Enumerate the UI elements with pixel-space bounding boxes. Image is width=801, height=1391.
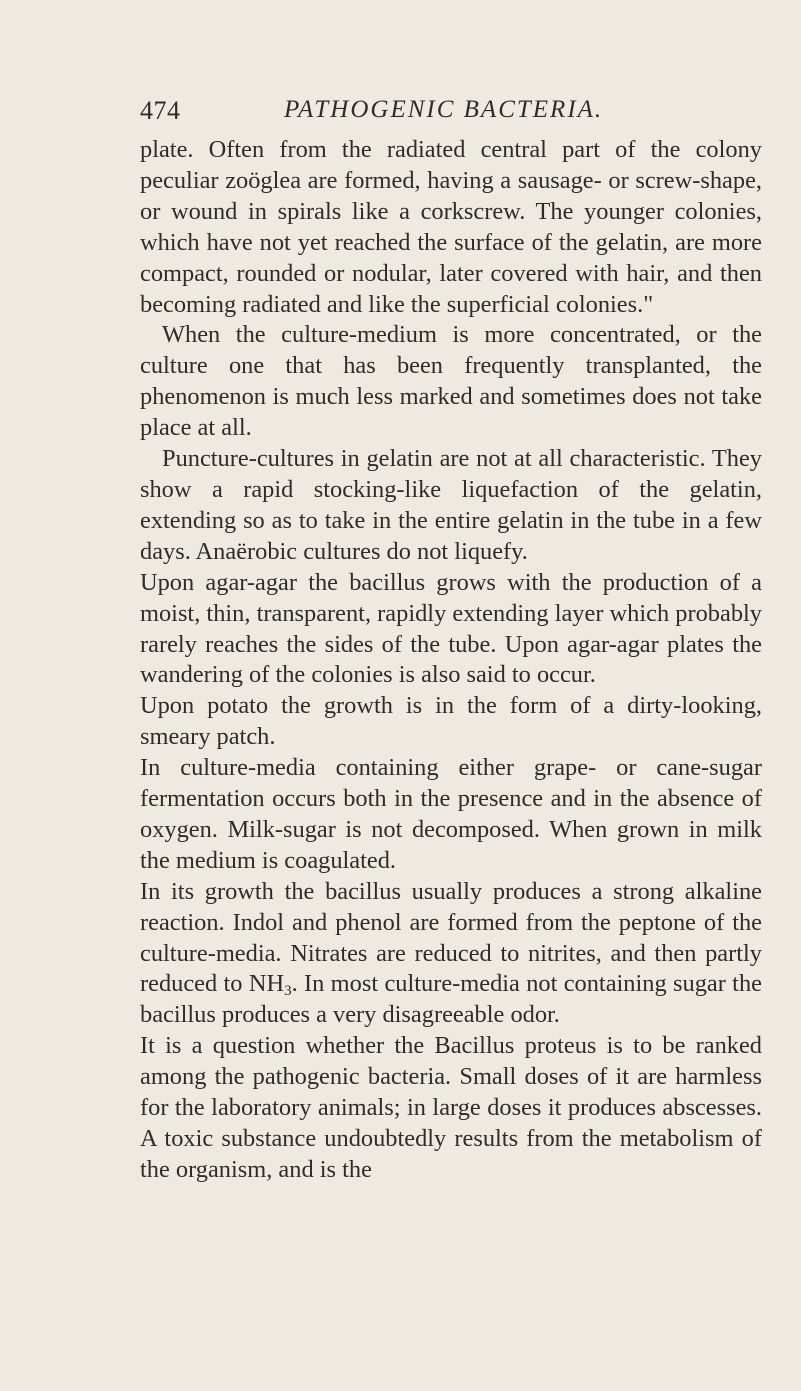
paragraph: When the culture-medium is more concentrated, or the culture one that has been frequently transplanted, the phenomenon is much less marked and sometimes does not take place at all. bbox=[140, 321, 762, 442]
body-text bbox=[140, 135, 762, 1186]
chemical-formula bbox=[248, 970, 292, 1000]
paragraph: Upon potato the growth is in the form of a dirty-looking, smeary patch. bbox=[140, 692, 762, 751]
formula-base: NH bbox=[248, 970, 285, 998]
page-number: 474 bbox=[140, 96, 181, 125]
paragraph: plate. Often from the radiated central part of the colony peculiar zoöglea are formed, having a sausage- or screw-shape, or wound in spirals like a corkscrew. The younger colonies, which have not yet reached the surface of the gelatin, are more compact, rounded or nodular, later covered with hair, and then becoming radiated and like the superficial colonies." bbox=[140, 136, 762, 318]
paragraph-text: In its growth the bacillus usually produces a strong alkaline reaction. Indol and phenol are formed from the peptone of the culture-media. Nitrates are reduced to nitrites, and then partly reduced to bbox=[140, 877, 762, 998]
paragraph: It is a question whether the Bacillus proteus is to be ranked among the pathogenic bacteria. Small doses of it are harmless for the laboratory animals; in large doses it produces abscesses. A toxic substance undoubtedly results from the metabolism of the organism, and is the bbox=[140, 1032, 762, 1183]
paragraph bbox=[140, 877, 762, 1032]
paragraph: In culture-media containing either grape- or cane-sugar fermentation occurs both in the presence and in the absence of oxygen. Milk-sugar is not decomposed. When grown in milk the medium is coagulated. bbox=[140, 754, 762, 874]
paragraph-text: . In most culture-media not containing sugar the bacillus produces a very disagreeable odor. bbox=[140, 970, 762, 1029]
formula-subscript: 3 bbox=[284, 983, 292, 1000]
paragraph: Upon agar-agar the bacillus grows with the production of a moist, thin, transparent, rapidly extending layer which probably rarely reaches the sides of the tube. Upon agar-agar plates the wandering of the colonies is also said to occur. bbox=[140, 568, 762, 689]
paragraph: Puncture-cultures in gelatin are not at all characteristic. They show a rapid stocking-like liquefaction of the gelatin, extending so as to take in the entire gelatin in the tube in a few days. Anaërobic cultures do not liquefy. bbox=[140, 445, 762, 565]
running-head: PATHOGENIC BACTERIA. bbox=[284, 96, 604, 123]
page-header bbox=[140, 96, 760, 136]
